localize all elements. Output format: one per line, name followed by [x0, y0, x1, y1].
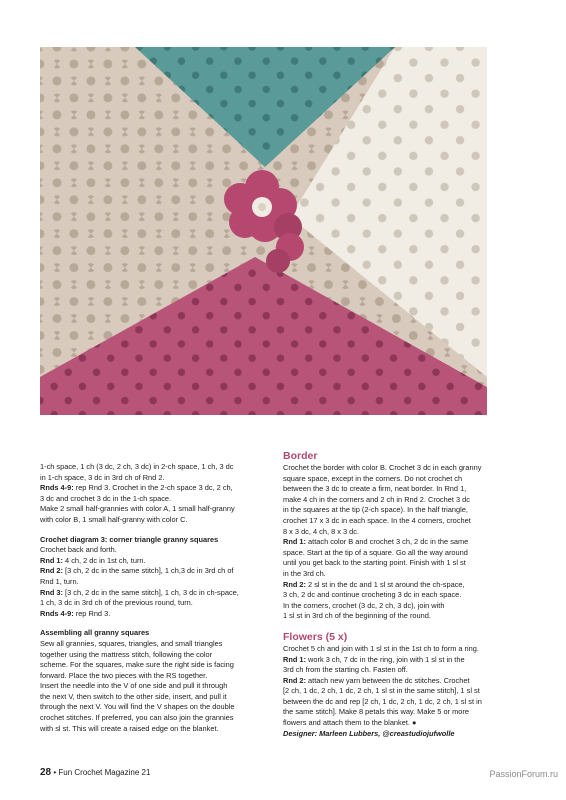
- crochet-blanket-image: [40, 47, 487, 415]
- text-line: in 1-ch space, 3 dc in 3rd ch of Rnd 2.: [40, 472, 165, 482]
- round-label: Rnd 2:: [283, 675, 306, 685]
- diagram-3-heading: Crochet diagram 3: corner triangle granny squares: [40, 534, 219, 544]
- round-label: Rnd 1:: [283, 654, 306, 664]
- rnd-1-line: [283, 655, 511, 666]
- rnds-4-9-line: [40, 609, 272, 620]
- footer-separator: •: [51, 768, 59, 777]
- text-line: [2 ch, 1 dc, 2 ch, 1 dc, 2 ch, 1 sl st in the same stitch], 1 sl st: [283, 686, 480, 696]
- text-line: square space, except in the corners. Do not crochet ch: [283, 473, 463, 483]
- text-line: through the next V. You will find the V shapes on the double: [40, 702, 235, 712]
- page-number: 28: [40, 767, 52, 778]
- text-line: together using the mattress stitch, following the color: [40, 649, 213, 659]
- text-line: attach new yarn between the dc stitches. Crochet: [306, 675, 470, 685]
- text-line: [3 ch, 2 dc in the same stitch], 1 ch, 3 dc in ch-space,: [63, 587, 239, 597]
- text-line: [3 ch, 2 dc in the same stitch], 1 ch,3 dc in 3rd ch of: [63, 566, 234, 576]
- border-title: Border: [283, 450, 318, 462]
- text-line: the next V, then switch to the other side, insert, and pull it: [40, 691, 227, 701]
- text-line: in the squares at the tip (2-ch space). In the half triangle,: [283, 505, 468, 515]
- rnd-2-line: [283, 580, 511, 591]
- text-line: between the 3 dc to create a firm, neat border. In Rnd 1,: [283, 484, 467, 494]
- round-label: Rnd 2:: [40, 566, 63, 576]
- text-line: until you get back to the starting point. Finish with 1 sl st: [283, 558, 466, 568]
- page-footer: [40, 767, 150, 779]
- right-column: [283, 450, 511, 739]
- text-line: 1-ch space, 1 ch (3 dc, 2 ch, 3 dc) in 2-ch space, 1 ch, 3 dc: [40, 462, 234, 471]
- text-line: with color B, 1 small half-granny with color C.: [40, 514, 188, 524]
- text-line: forward. Place the two pieces with the RS together.: [40, 670, 208, 680]
- round-label: Rnds 4-9:: [40, 608, 74, 618]
- left-column: [40, 462, 272, 734]
- text-line: rep Rnd 3.: [73, 608, 111, 618]
- text-line: in the 3rd ch.: [283, 568, 326, 578]
- text-line: 3 ch, 2 dc and continue crocheting 3 dc in each space.: [283, 590, 462, 600]
- text-line: 3 dc and crochet 3 dc in the 1-ch space.: [40, 493, 172, 503]
- designer-credit: Designer: Marleen Lubbers, @creastudiojufwolle: [283, 728, 455, 738]
- text-line: Make 2 small half-grannies with color A, 1 small half-granny: [40, 504, 235, 514]
- rnd-3-line: [40, 588, 272, 599]
- text-line: with sl st. This will create a raised edge on the blanket.: [40, 723, 219, 733]
- rnd-2-line: [40, 566, 272, 577]
- blanket-photo: [40, 47, 487, 415]
- text-line: Crochet the border with color B. Crochet 3 dc in each granny: [283, 463, 482, 472]
- text-line: crochet stitches. If preferred, you can also join the grannies: [40, 713, 234, 723]
- round-label: Rnd 3:: [40, 587, 63, 597]
- text-line: between the dc and rep [2 ch, 1 dc, 2 ch, 1 dc, 2 ch, 1 sl st in: [283, 696, 482, 706]
- text-line: Rnd 1, turn.: [40, 576, 79, 586]
- text-line: 4 ch, 2 dc in 1st ch, turn.: [63, 555, 146, 565]
- text-line: 3rd ch from the starting ch. Fasten off.: [283, 665, 408, 675]
- round-label: Rnds 4-9:: [40, 483, 74, 493]
- rnds-4-9-line: [40, 483, 272, 494]
- text-line: work 3 ch, 7 dc in the ring, join with 1 sl st in the: [306, 654, 465, 664]
- text-line: rep Rnd 3. Crochet in the 2-ch space 3 dc, 2 ch,: [73, 483, 233, 493]
- text-line: 8 x 3 dc, 4 ch, 8 x 3 dc.: [283, 526, 359, 536]
- text-line: flowers and attach them to the blanket. ●: [283, 718, 417, 728]
- watermark: PassionForum.ru: [489, 769, 558, 779]
- magazine-name: Fun Crochet Magazine 21: [58, 768, 151, 777]
- text-line: attach color B and crochet 3 ch, 2 dc in the same: [306, 537, 469, 547]
- flowers-title: Flowers (5 x): [283, 630, 348, 643]
- text-line: Crochet back and forth.: [40, 545, 117, 555]
- rnd-2-line: [283, 676, 511, 687]
- text-line: 2 sl st in the dc and 1 sl st around the ch-space,: [306, 579, 465, 589]
- round-label: Rnd 2:: [283, 579, 306, 589]
- text-line: Sew all grannies, squares, triangles, and small triangles: [40, 638, 223, 648]
- text-line: crochet 17 x 3 dc in each space. In the 4 corners, crochet: [283, 515, 471, 525]
- round-label: Rnd 1:: [283, 537, 306, 547]
- text-line: the same stitch]. Make 8 petals this way. Make 5 or more: [283, 707, 469, 717]
- assembling-heading: Assembling all granny squares: [40, 628, 150, 638]
- rnd-1-line: [283, 537, 511, 548]
- text-line: In the corners, crochet (3 dc, 2 ch, 3 dc), join with: [283, 600, 445, 610]
- rnd-1-line: [40, 556, 272, 567]
- round-label: Rnd 1:: [40, 555, 63, 565]
- text-line: 1 ch, 3 dc in 3rd ch of the previous round, turn.: [40, 598, 193, 608]
- text-line: Insert the needle into the V of one side and pull it through: [40, 681, 228, 691]
- text-line: space. Start at the tip of a square. Go all the way around: [283, 547, 468, 557]
- text-line: scheme. For the squares, make sure the right side is facing: [40, 660, 234, 670]
- text-line: 1 sl st in 3rd ch of the beginning of the round.: [283, 611, 431, 621]
- text-line: make 4 ch in the corners and 2 ch in Rnd 2. Crochet 3 dc: [283, 494, 470, 504]
- text-line: Crochet 5 ch and join with 1 sl st in the 1st ch to form a ring.: [283, 643, 479, 653]
